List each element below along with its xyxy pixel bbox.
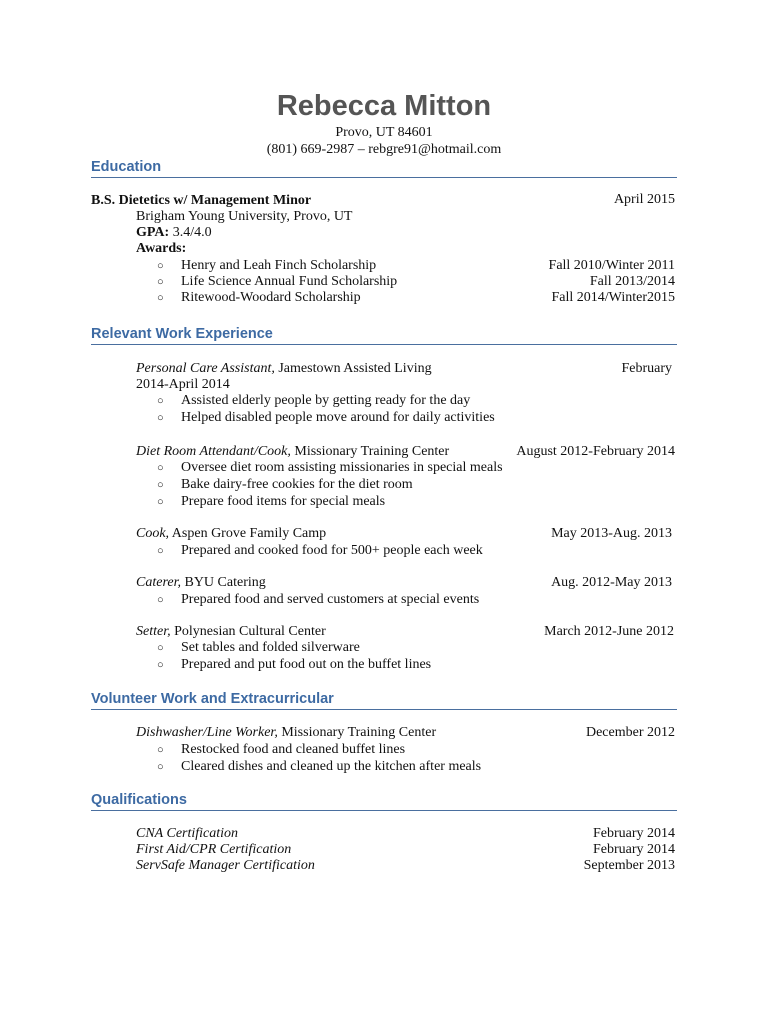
job-title: Personal Care Assistant, Jamestown Assisted Living <box>136 361 432 376</box>
qualification-name: CNA Certification <box>136 826 239 841</box>
bullet-icon: ○ <box>157 594 164 606</box>
section-divider <box>91 709 677 710</box>
job-date: March 2012-June 2012 <box>544 624 674 639</box>
award-name: Henry and Leah Finch Scholarship <box>181 258 377 273</box>
job-duty: Prepared and cooked food for 500+ people each week <box>181 543 483 558</box>
qualification-date: September 2013 <box>583 858 675 873</box>
resume-name: Rebecca Mitton <box>276 90 492 122</box>
volunteer-heading: Volunteer Work and Extracurricular <box>91 691 334 707</box>
section-divider <box>91 344 677 345</box>
job-duty: Helped disabled people move around for daily activities <box>181 410 495 425</box>
degree: B.S. Dietetics w/ Management Minor <box>91 193 312 208</box>
bullet-icon: ○ <box>157 545 164 557</box>
work-heading: Relevant Work Experience <box>91 326 273 342</box>
bullet-icon: ○ <box>157 276 164 288</box>
education-heading: Education <box>91 159 162 175</box>
job-date: Aug. 2012-May 2013 <box>551 575 672 590</box>
school: Brigham Young University, Provo, UT <box>136 209 353 224</box>
award-name: Life Science Annual Fund Scholarship <box>181 274 398 289</box>
job-title: Setter, Polynesian Cultural Center <box>136 624 326 639</box>
job-duty: Oversee diet room assisting missionaries in special meals <box>181 460 503 475</box>
bullet-icon: ○ <box>157 395 164 407</box>
job-duty: Assisted elderly people by getting ready for the day <box>181 393 471 408</box>
section-divider <box>91 177 677 178</box>
bullet-icon: ○ <box>157 260 164 272</box>
job-title: Cook, Aspen Grove Family Camp <box>136 526 327 541</box>
bullet-icon: ○ <box>157 496 164 508</box>
qualifications-heading: Qualifications <box>91 792 187 808</box>
bullet-icon: ○ <box>157 479 164 491</box>
section-divider <box>91 810 677 811</box>
job-date: August 2012-February 2014 <box>516 444 675 459</box>
award-date: Fall 2014/Winter2015 <box>551 290 675 305</box>
phone-email: (801) 669-2987 – rebgre91@hotmail.com <box>266 142 502 157</box>
award-date: Fall 2010/Winter 2011 <box>548 258 675 273</box>
bullet-icon: ○ <box>157 744 164 756</box>
volunteer-date: December 2012 <box>585 725 675 740</box>
bullet-icon: ○ <box>157 412 164 424</box>
bullet-icon: ○ <box>157 761 164 773</box>
job-duty: Prepared food and served customers at special events <box>181 592 480 607</box>
gpa: GPA: 3.4/4.0 <box>136 225 212 240</box>
volunteer-duty: Cleared dishes and cleaned up the kitchen after meals <box>181 759 482 774</box>
job-title: Diet Room Attendant/Cook, Missionary Training Center <box>136 444 450 459</box>
qualification-date: February 2014 <box>592 842 675 857</box>
job-date-continued: 2014-April 2014 <box>136 377 230 392</box>
volunteer-title: Dishwasher/Line Worker, Missionary Training Center <box>136 725 437 740</box>
qualification-date: February 2014 <box>592 826 675 841</box>
bullet-icon: ○ <box>157 642 164 654</box>
job-duty: Prepare food items for special meals <box>181 494 386 509</box>
job-date: February <box>621 361 672 376</box>
qualification-name: ServSafe Manager Certification <box>136 858 315 873</box>
job-duty: Set tables and folded silverware <box>181 640 360 655</box>
job-duty: Bake dairy-free cookies for the diet room <box>181 477 413 492</box>
award-date: Fall 2013/2014 <box>589 274 675 289</box>
bullet-icon: ○ <box>157 462 164 474</box>
qualification-name: First Aid/CPR Certification <box>136 842 292 857</box>
address: Provo, UT 84601 <box>335 125 433 140</box>
award-name: Ritewood-Woodard Scholarship <box>181 290 361 305</box>
awards-label: Awards: <box>136 241 187 256</box>
bullet-icon: ○ <box>157 292 164 304</box>
job-date: May 2013-Aug. 2013 <box>551 526 672 541</box>
job-duty: Prepared and put food out on the buffet lines <box>181 657 432 672</box>
bullet-icon: ○ <box>157 659 164 671</box>
job-title: Caterer, BYU Catering <box>136 575 266 590</box>
volunteer-duty: Restocked food and cleaned buffet lines <box>181 742 406 757</box>
degree-date: April 2015 <box>613 192 675 207</box>
